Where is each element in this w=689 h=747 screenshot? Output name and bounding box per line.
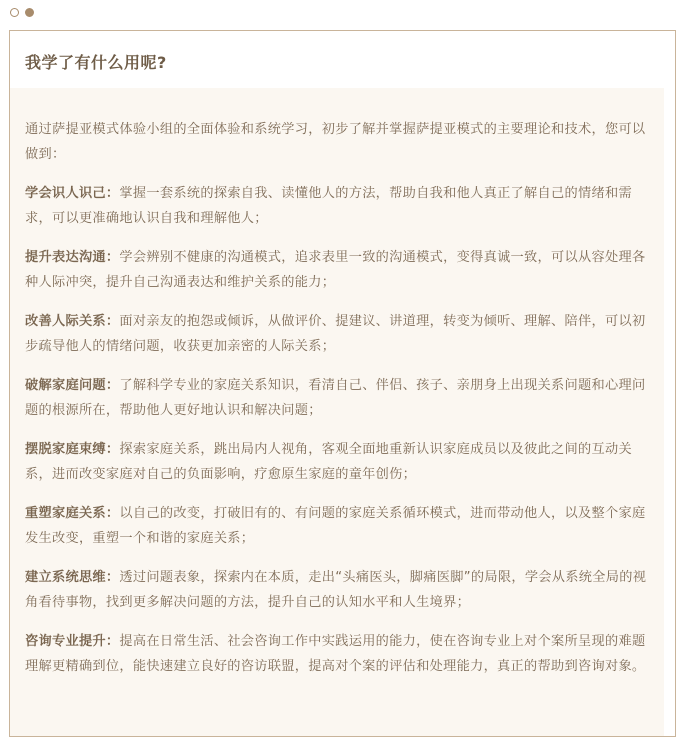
benefit-text: 以自己的改变，打破旧有的、有问题的家庭关系循环模式，进而带动他人，以及整个家庭发生改变，重塑一个和谐的家庭关系； (25, 506, 646, 546)
benefit-key: 破解家庭问题： (25, 378, 120, 393)
card-body (10, 88, 664, 736)
benefit-text: 掌握一套系统的探索自我、读懂他人的方法，帮助自我和他人真正了解自己的情绪和需求，可以更准确地认识自我和理解他人； (25, 186, 632, 226)
benefit-key: 建立系统思维： (25, 570, 120, 585)
benefit-key: 摆脱家庭束缚： (25, 442, 120, 457)
benefit-key: 重塑家庭关系： (25, 506, 120, 521)
benefit-key: 改善人际关系： (25, 314, 120, 329)
benefit-item (25, 182, 654, 231)
benefit-item (25, 438, 654, 487)
content-card (9, 30, 676, 737)
benefit-item (25, 630, 654, 679)
benefit-item (25, 246, 654, 295)
benefit-text: 探索家庭关系，跳出局内人视角，客观全面地重新认识家庭成员以及彼此之间的互动关系，进而改变家庭对自己的负面影响，疗愈原生家庭的童年创伤； (25, 442, 632, 482)
benefit-item (25, 566, 654, 615)
benefit-key: 咨询专业提升： (25, 634, 120, 649)
benefit-text: 学会辨别不健康的沟通模式，追求表里一致的沟通模式，变得真诚一致，可以从容处理各种人际冲突，提升自己沟通表达和维护关系的能力； (25, 250, 646, 290)
dot-indicator-inactive[interactable] (10, 8, 19, 17)
card-title: 我学了有什么用呢? (25, 53, 167, 72)
intro-paragraph: 通过萨提亚模式体验小组的全面体验和系统学习，初步了解并掌握萨提亚模式的主要理论和技术，您可以做到： (25, 122, 646, 162)
benefit-key: 提升表达沟通： (25, 250, 120, 265)
carousel-dots (10, 8, 34, 17)
benefit-text: 透过问题表象，探索内在本质，走出“头痛医头，脚痛医脚”的局限，学会从系统全局的视角看待事物，找到更多解决问题的方法，提升自己的认知水平和人生境界； (25, 570, 647, 610)
dot-indicator-active[interactable] (25, 8, 34, 17)
benefit-item (25, 374, 654, 423)
benefit-item (25, 502, 654, 551)
benefit-text: 提高在日常生活、社会咨询工作中实践运用的能力，使在咨询专业上对个案所呈现的难题理解更精确到位，能快速建立良好的咨访联盟，提高对个案的评估和处理能力，真正的帮助到咨询对象。 (25, 634, 646, 674)
benefit-item (25, 310, 654, 359)
benefit-text: 了解科学专业的家庭关系知识，看清自己、伴侣、孩子、亲朋身上出现关系问题和心理问题的根源所在，帮助他人更好地认识和解决问题； (25, 378, 646, 418)
benefit-key: 学会识人识己： (25, 186, 120, 201)
benefit-text: 面对亲友的抱怨或倾诉，从做评价、提建议、讲道理，转变为倾听、理解、陪伴，可以初步疏导他人的情绪问题，收获更加亲密的人际关系； (25, 314, 646, 354)
